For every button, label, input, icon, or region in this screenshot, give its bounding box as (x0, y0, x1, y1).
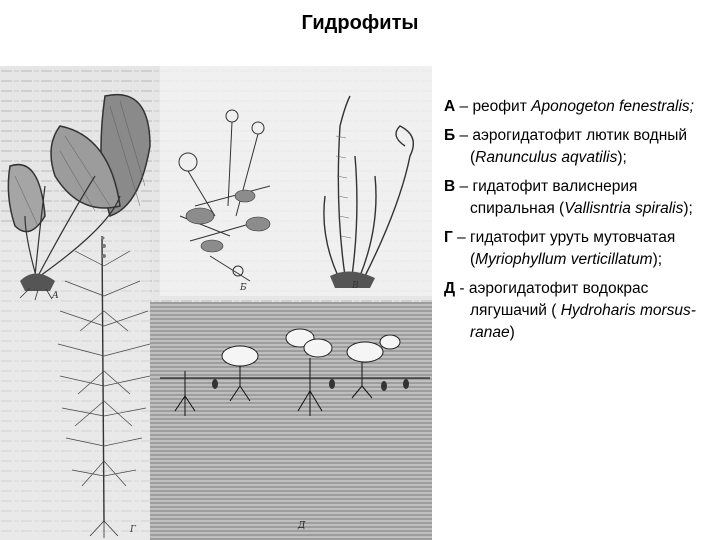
caption-letter: Б (444, 127, 456, 144)
caption-latin-name: Myriophyllum verticillatum (475, 251, 653, 268)
caption-after: ); (617, 149, 627, 166)
caption-after: ) (509, 324, 515, 341)
species-caption-list (444, 96, 716, 351)
panel-label-b: Б (240, 283, 247, 293)
caption-letter: Д (444, 280, 456, 297)
caption-separator: - (455, 280, 469, 297)
caption-separator: – (455, 178, 473, 195)
caption-text: аэрогидатофит лютик водный ( (470, 127, 688, 166)
caption-text: аэрогидатофит водокрас лягушачий ( (468, 280, 649, 319)
caption-separator: – (455, 127, 473, 144)
caption-item-d (444, 227, 716, 271)
caption-text: гидатофит валиснерия спиральная ( (470, 178, 638, 217)
hydrophytes-illustration (0, 66, 432, 540)
caption-latin-name: Aponogeton fenestralis; (531, 98, 694, 115)
slide-title: Гидрофиты (301, 12, 419, 34)
panel-e-hydrocharis-drawing (150, 302, 432, 540)
caption-item-c (444, 176, 716, 220)
caption-separator: – (452, 229, 471, 246)
caption-letter: В (444, 178, 456, 195)
caption-separator: – (455, 98, 473, 115)
caption-letter: А (444, 98, 456, 115)
caption-item-a (444, 96, 716, 118)
caption-text: гидатофит уруть мутовчатая ( (470, 229, 676, 268)
caption-latin-name: Ranunculus aqvatilis (475, 149, 618, 166)
panel-label-d: Г (130, 525, 136, 535)
caption-item-b (444, 125, 716, 169)
caption-latin-name: Vallisntria spiralis (564, 200, 684, 217)
caption-text: реофит (472, 98, 532, 115)
caption-after: ); (683, 200, 693, 217)
panel-label-a: А (52, 291, 59, 301)
caption-latin-name: Hydroharis morsus-ranae (470, 302, 696, 341)
caption-item-e (444, 278, 716, 344)
panel-label-e: Д (298, 521, 306, 531)
caption-letter: Г (444, 229, 453, 246)
caption-after: ); (652, 251, 663, 268)
panel-label-c: В (352, 281, 359, 291)
